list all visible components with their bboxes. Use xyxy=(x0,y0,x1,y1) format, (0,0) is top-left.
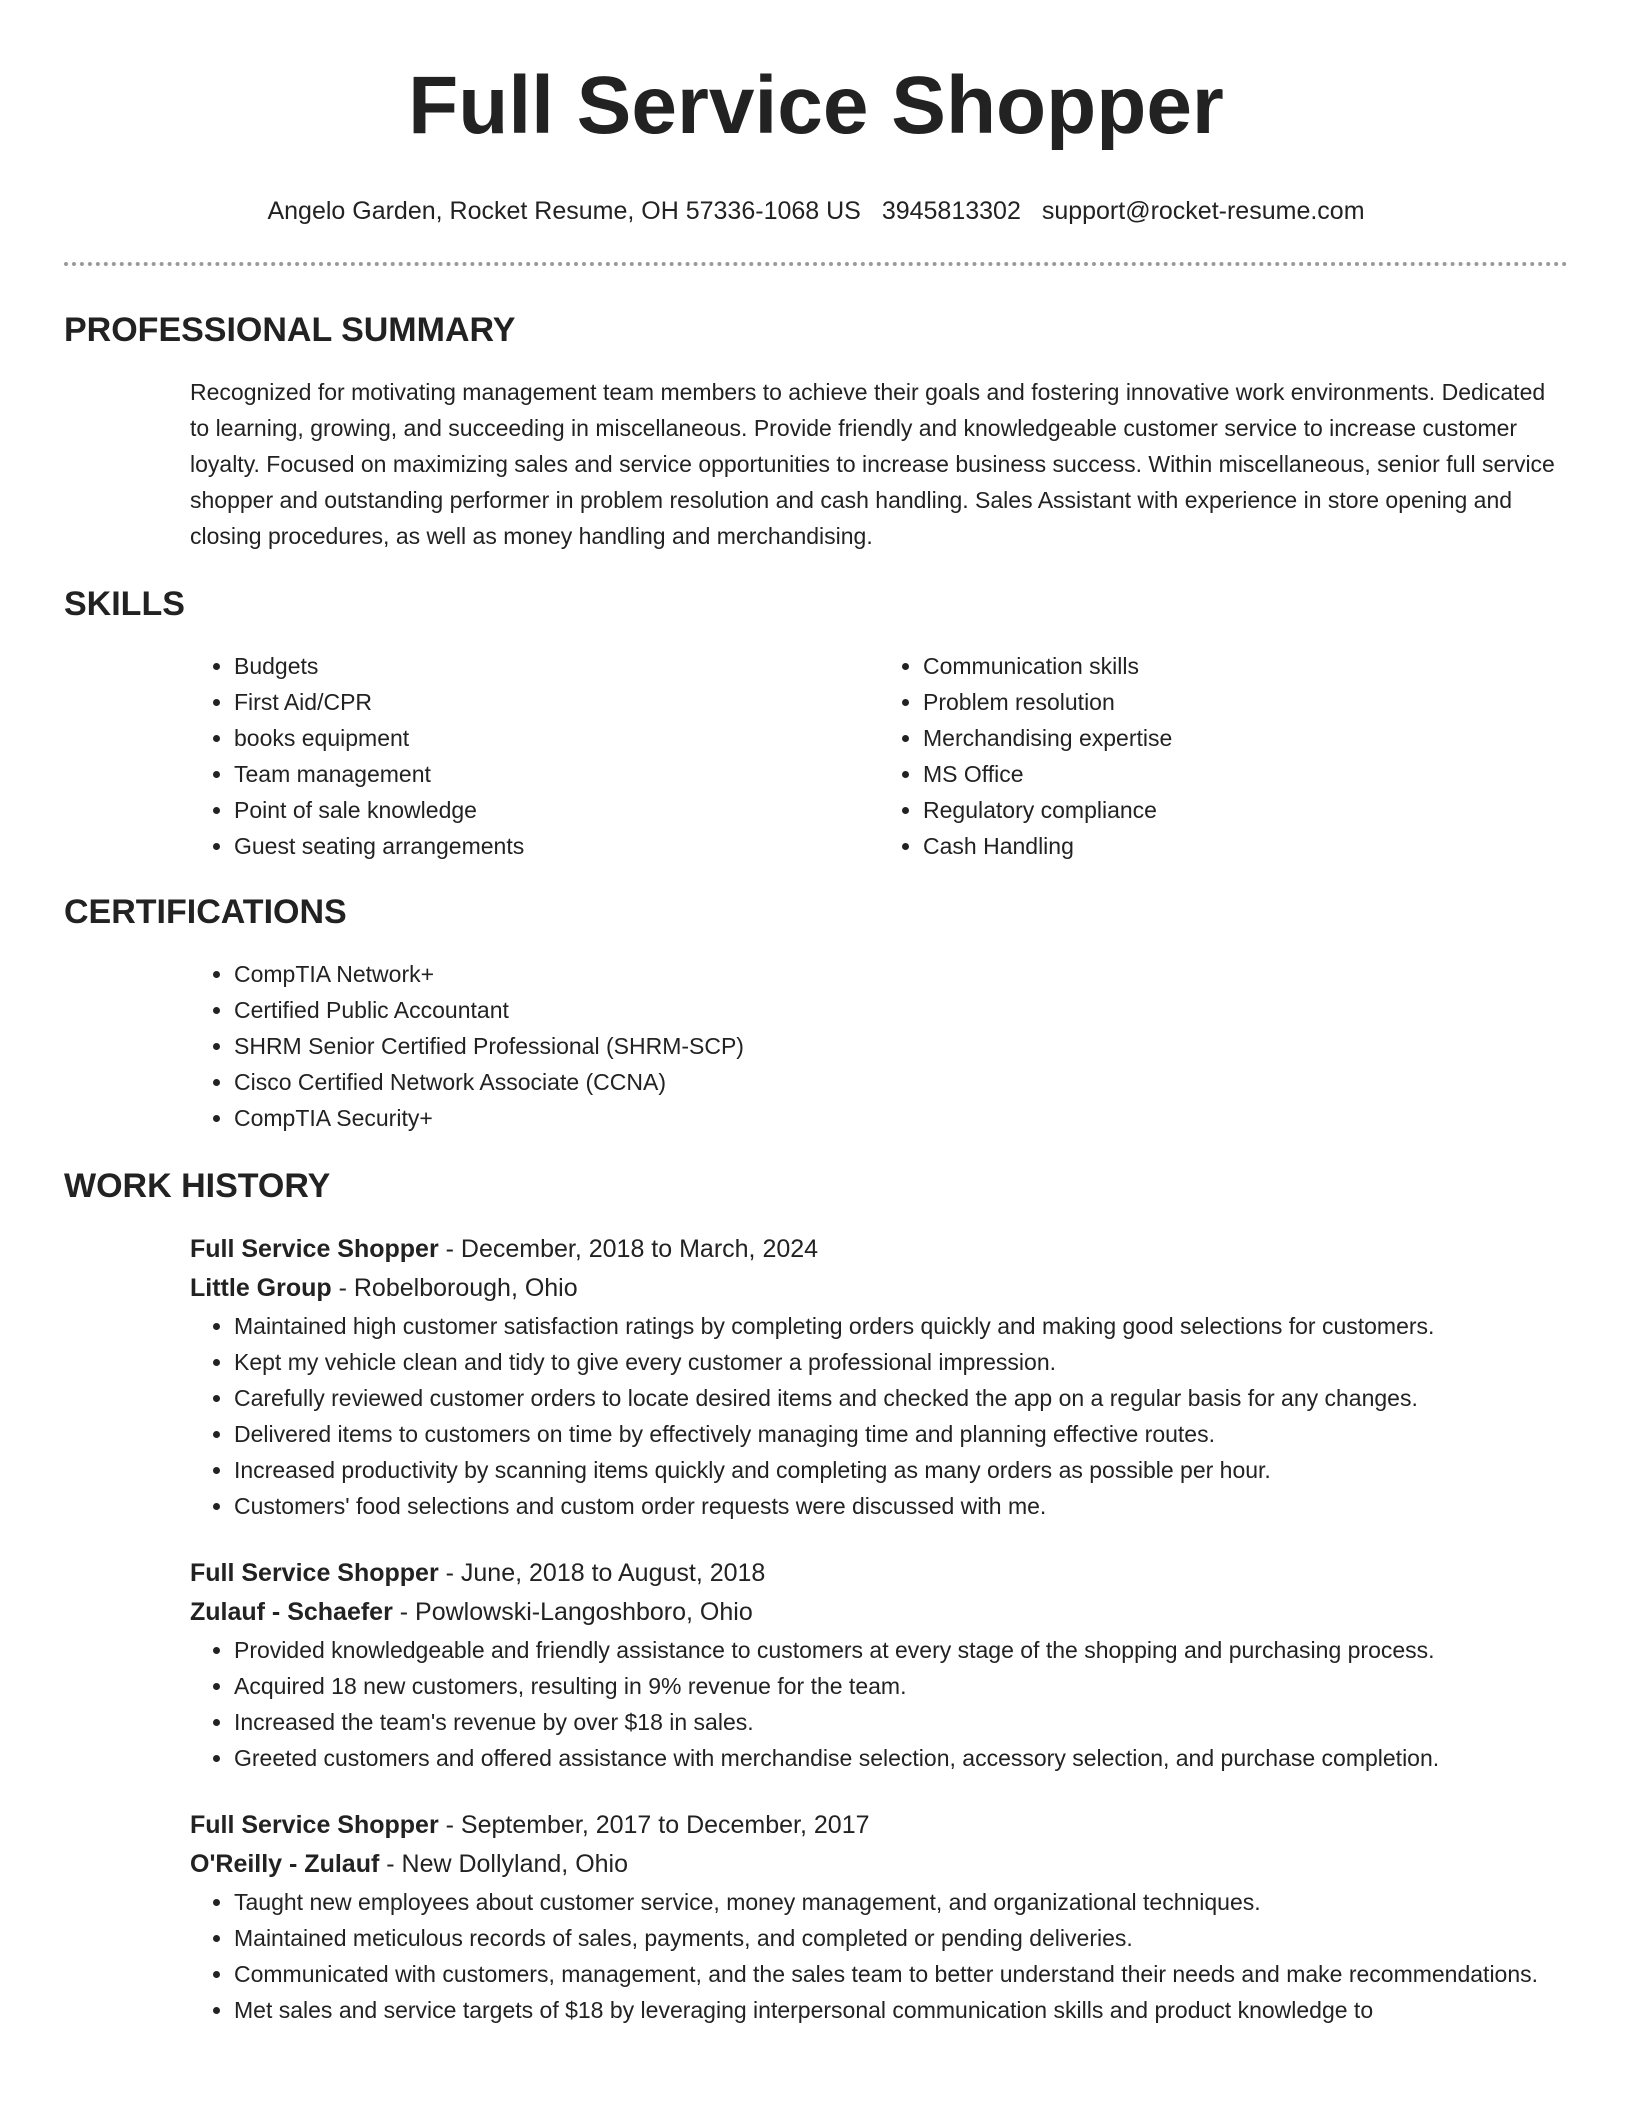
certification-item: • SHRM Senior Certified Professional (SHRM-SCP) xyxy=(234,1028,1568,1064)
summary-text: Recognized for motivating management team members to achieve their goals and fostering innovative work environments. Dedicated to learning, growing, and succeeding in miscellaneous. Provide friendly and knowledgeable customer service to increase customer loyalty. Focused on maximizing sales and service opportunities to increase business success. Within miscellaneous, senior full service shopper and outstanding performer in problem resolution and cash handling. Sales Assistant with experience in store opening and closing procedures, as well as money handling and merchandising. xyxy=(190,379,1555,549)
job-company: Zulauf - Schaefer xyxy=(190,1598,393,1626)
skill-item: • Communication skills xyxy=(923,648,1568,684)
job-dates: - September, 2017 to December, 2017 xyxy=(438,1811,870,1839)
skill-item: • Guest seating arrangements xyxy=(234,828,879,864)
certification-item: • Cisco Certified Network Associate (CCNA) xyxy=(234,1064,1568,1100)
job-duty: • Maintained meticulous records of sales, payments, and completed or pending deliveries. xyxy=(234,1920,1568,1956)
job-duty: • Increased productivity by scanning items quickly and completing as many orders as possible per hour. xyxy=(234,1452,1568,1488)
work-history-heading: WORK HISTORY xyxy=(64,1167,331,1205)
skill-item: • Regulatory compliance xyxy=(923,792,1568,828)
skill-item: • Point of sale knowledge xyxy=(234,792,879,828)
job-entry xyxy=(190,1554,1568,1776)
job-duty: • Delivered items to customers on time by effectively managing time and planning effective routes. xyxy=(234,1416,1568,1452)
job-dates: - December, 2018 to March, 2024 xyxy=(438,1235,819,1263)
job-dates: - June, 2018 to August, 2018 xyxy=(438,1559,766,1587)
job-title-line xyxy=(190,1230,1568,1269)
skill-item: • books equipment xyxy=(234,720,879,756)
job-duties-list xyxy=(190,1308,1568,1524)
job-company: Little Group xyxy=(190,1274,332,1302)
job-duty: • Provided knowledgeable and friendly assistance to customers at every stage of the shopping and purchasing process. xyxy=(234,1632,1568,1668)
certification-item: • CompTIA Security+ xyxy=(234,1100,1568,1136)
resume-page xyxy=(64,0,1568,2028)
certification-item: • Certified Public Accountant xyxy=(234,992,1568,1028)
job-duties-list xyxy=(190,1632,1568,1776)
contact-line xyxy=(64,196,1568,226)
skills-grid xyxy=(190,648,1568,864)
contact-phone: 3945813302 xyxy=(881,197,1021,225)
skill-item: • First Aid/CPR xyxy=(234,684,879,720)
job-duties-list xyxy=(190,1884,1568,2028)
skill-item: • Problem resolution xyxy=(923,684,1568,720)
contact-email: support@rocket-resume.com xyxy=(1041,197,1365,225)
job-entry xyxy=(190,1806,1568,2028)
skill-item: • Budgets xyxy=(234,648,879,684)
job-duty: • Customers' food selections and custom order requests were discussed with me. xyxy=(234,1488,1568,1524)
certification-item: • CompTIA Network+ xyxy=(234,956,1568,992)
skills-list-right xyxy=(879,648,1568,864)
skill-item: • Merchandising expertise xyxy=(923,720,1568,756)
skills-heading: SKILLS xyxy=(64,585,185,623)
header-divider xyxy=(64,262,1568,266)
job-location: - Robelborough, Ohio xyxy=(331,1274,578,1302)
skills-list-left xyxy=(190,648,879,864)
certifications-heading: CERTIFICATIONS xyxy=(64,893,347,931)
skill-item: • Cash Handling xyxy=(923,828,1568,864)
contact-address: Angelo Garden, Rocket Resume, OH 57336-1068 US xyxy=(267,197,861,225)
job-duty: • Carefully reviewed customer orders to locate desired items and checked the app on a regular basis for any changes. xyxy=(234,1380,1568,1416)
job-duty: • Maintained high customer satisfaction ratings by completing orders quickly and making good selections for customers. xyxy=(234,1308,1568,1344)
job-title-line xyxy=(190,1806,1568,1845)
job-location: - New Dollyland, Ohio xyxy=(379,1850,629,1878)
job-company-line xyxy=(190,1593,1568,1632)
job-duty: • Greeted customers and offered assistance with merchandise selection, accessory selection, and purchase completion. xyxy=(234,1740,1568,1776)
job-position: Full Service Shopper xyxy=(190,1559,439,1587)
resume-name: Full Service Shopper xyxy=(408,60,1224,151)
job-company-line xyxy=(190,1845,1568,1884)
skill-item: • Team management xyxy=(234,756,879,792)
job-duty: • Increased the team's revenue by over $18 in sales. xyxy=(234,1704,1568,1740)
job-company: O'Reilly - Zulauf xyxy=(190,1850,380,1878)
job-entry xyxy=(190,1230,1568,1524)
job-duty: • Taught new employees about customer service, money management, and organizational techniques. xyxy=(234,1884,1568,1920)
summary-heading: PROFESSIONAL SUMMARY xyxy=(64,311,516,349)
job-location: - Powlowski-Langoshboro, Ohio xyxy=(392,1598,753,1626)
job-duty: • Kept my vehicle clean and tidy to give every customer a professional impression. xyxy=(234,1344,1568,1380)
certifications-section xyxy=(190,956,1568,1136)
job-company-line xyxy=(190,1269,1568,1308)
job-duty: • Met sales and service targets of $18 by leveraging interpersonal communication skills and product knowledge to xyxy=(234,1992,1568,2028)
certifications-list xyxy=(190,956,1568,1136)
job-duty: • Communicated with customers, management, and the sales team to better understand their needs and make recommendations. xyxy=(234,1956,1568,1992)
skill-item: • MS Office xyxy=(923,756,1568,792)
job-position: Full Service Shopper xyxy=(190,1235,439,1263)
job-position: Full Service Shopper xyxy=(190,1811,439,1839)
job-title-line xyxy=(190,1554,1568,1593)
job-duty: • Acquired 18 new customers, resulting in 9% revenue for the team. xyxy=(234,1668,1568,1704)
